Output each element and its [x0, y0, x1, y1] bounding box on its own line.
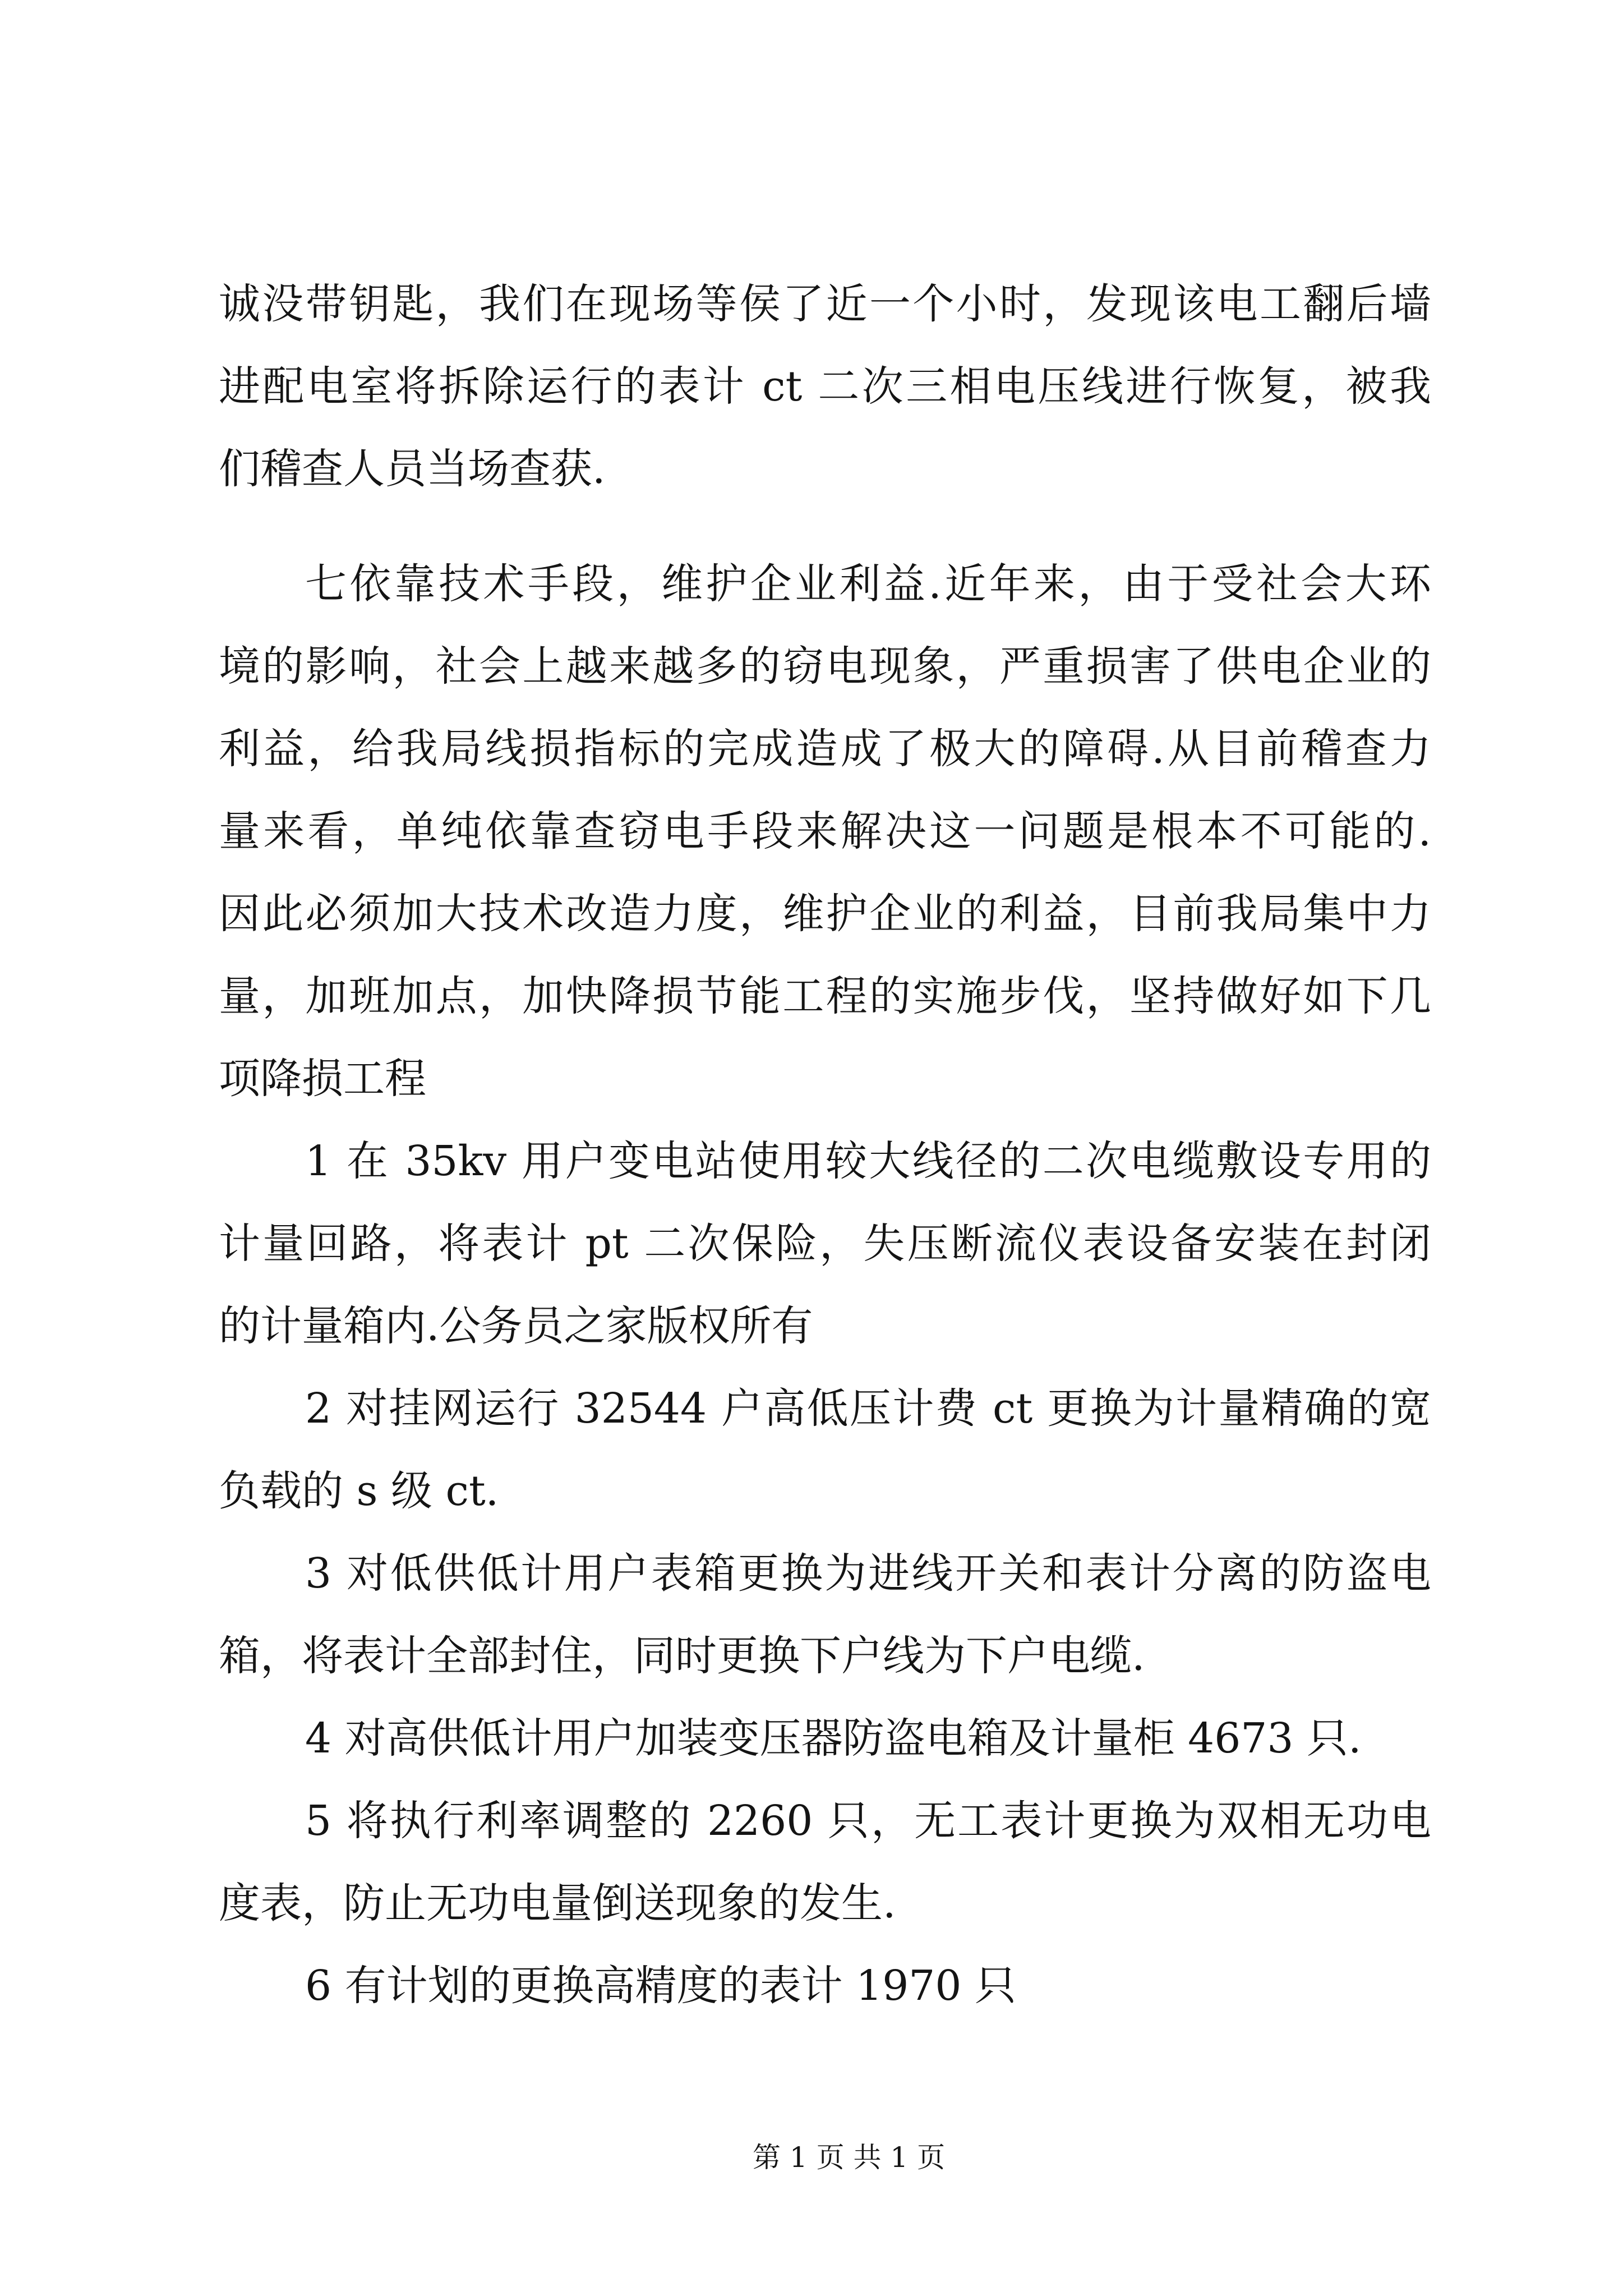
list-item-3	[219, 1533, 1431, 1697]
text-line: 负载的 s 级 ct.	[219, 1467, 499, 1515]
text-line: 计量回路，将表计 pt 二次保险，失压断流仪表设备安装在封闭	[219, 1220, 1431, 1268]
text-line: 们稽查人员当场查获.	[219, 445, 606, 493]
text-line: 项降损工程	[219, 1055, 426, 1103]
list-item-5	[219, 1780, 1431, 1945]
document-body	[219, 263, 1431, 2027]
page-number-footer: 第 1 页 共 1 页	[753, 2141, 946, 2174]
list-item-2	[219, 1368, 1431, 1533]
text-line: 因此必须加大技术改造力度，维护企业的利益，目前我局集中力	[219, 890, 1431, 938]
paragraph-section-seven	[219, 543, 1431, 1120]
list-item-4	[219, 1697, 1431, 1780]
text-line: 诚没带钥匙，我们在现场等侯了近一个小时，发现该电工翻后墙	[219, 280, 1431, 328]
text-line: 度表，防止无功电量倒送现象的发生.	[219, 1879, 896, 1927]
paragraph-continuation	[219, 263, 1431, 510]
text-line: 利益，给我局线损指标的完成造成了极大的障碍.从目前稽查力	[219, 725, 1431, 773]
text-line: 3 对低供低计用户表箱更换为进线开关和表计分离的防盗电	[305, 1549, 1431, 1598]
text-line: 进配电室将拆除运行的表计 ct 二次三相电压线进行恢复，被我	[219, 362, 1431, 411]
text-line: 量，加班加点，加快降损节能工程的实施步伐，坚持做好如下几	[219, 972, 1431, 1020]
list-item-6	[219, 1945, 1431, 2027]
text-line: 2 对挂网运行 32544 户高低压计费 ct 更换为计量精确的宽	[305, 1384, 1431, 1433]
text-line: 箱，将表计全部封住，同时更换下户线为下户电缆.	[219, 1632, 1145, 1680]
text-line: 6 有计划的更换高精度的表计 1970 只	[305, 1962, 1016, 2010]
text-line: 量来看，单纯依靠查窃电手段来解决这一问题是根本不可能的.	[219, 807, 1431, 855]
list-item-1	[219, 1120, 1431, 1368]
text-line: 境的影响，社会上越来越多的窃电现象，严重损害了供电企业的	[219, 642, 1431, 691]
text-line: 4 对高供低计用户加装变压器防盗电箱及计量柜 4673 只.	[305, 1714, 1362, 1763]
text-line: 1 在 35kv 用户变电站使用较大线径的二次电缆敷设专用的	[305, 1137, 1431, 1185]
text-line: 的计量箱内.公务员之家版权所有	[219, 1302, 813, 1350]
text-line: 5 将执行利率调整的 2260 只，无工表计更换为双相无功电	[305, 1797, 1431, 1845]
text-line: 七依靠技术手段，维护企业利益.近年来，由于受社会大环	[305, 560, 1431, 608]
